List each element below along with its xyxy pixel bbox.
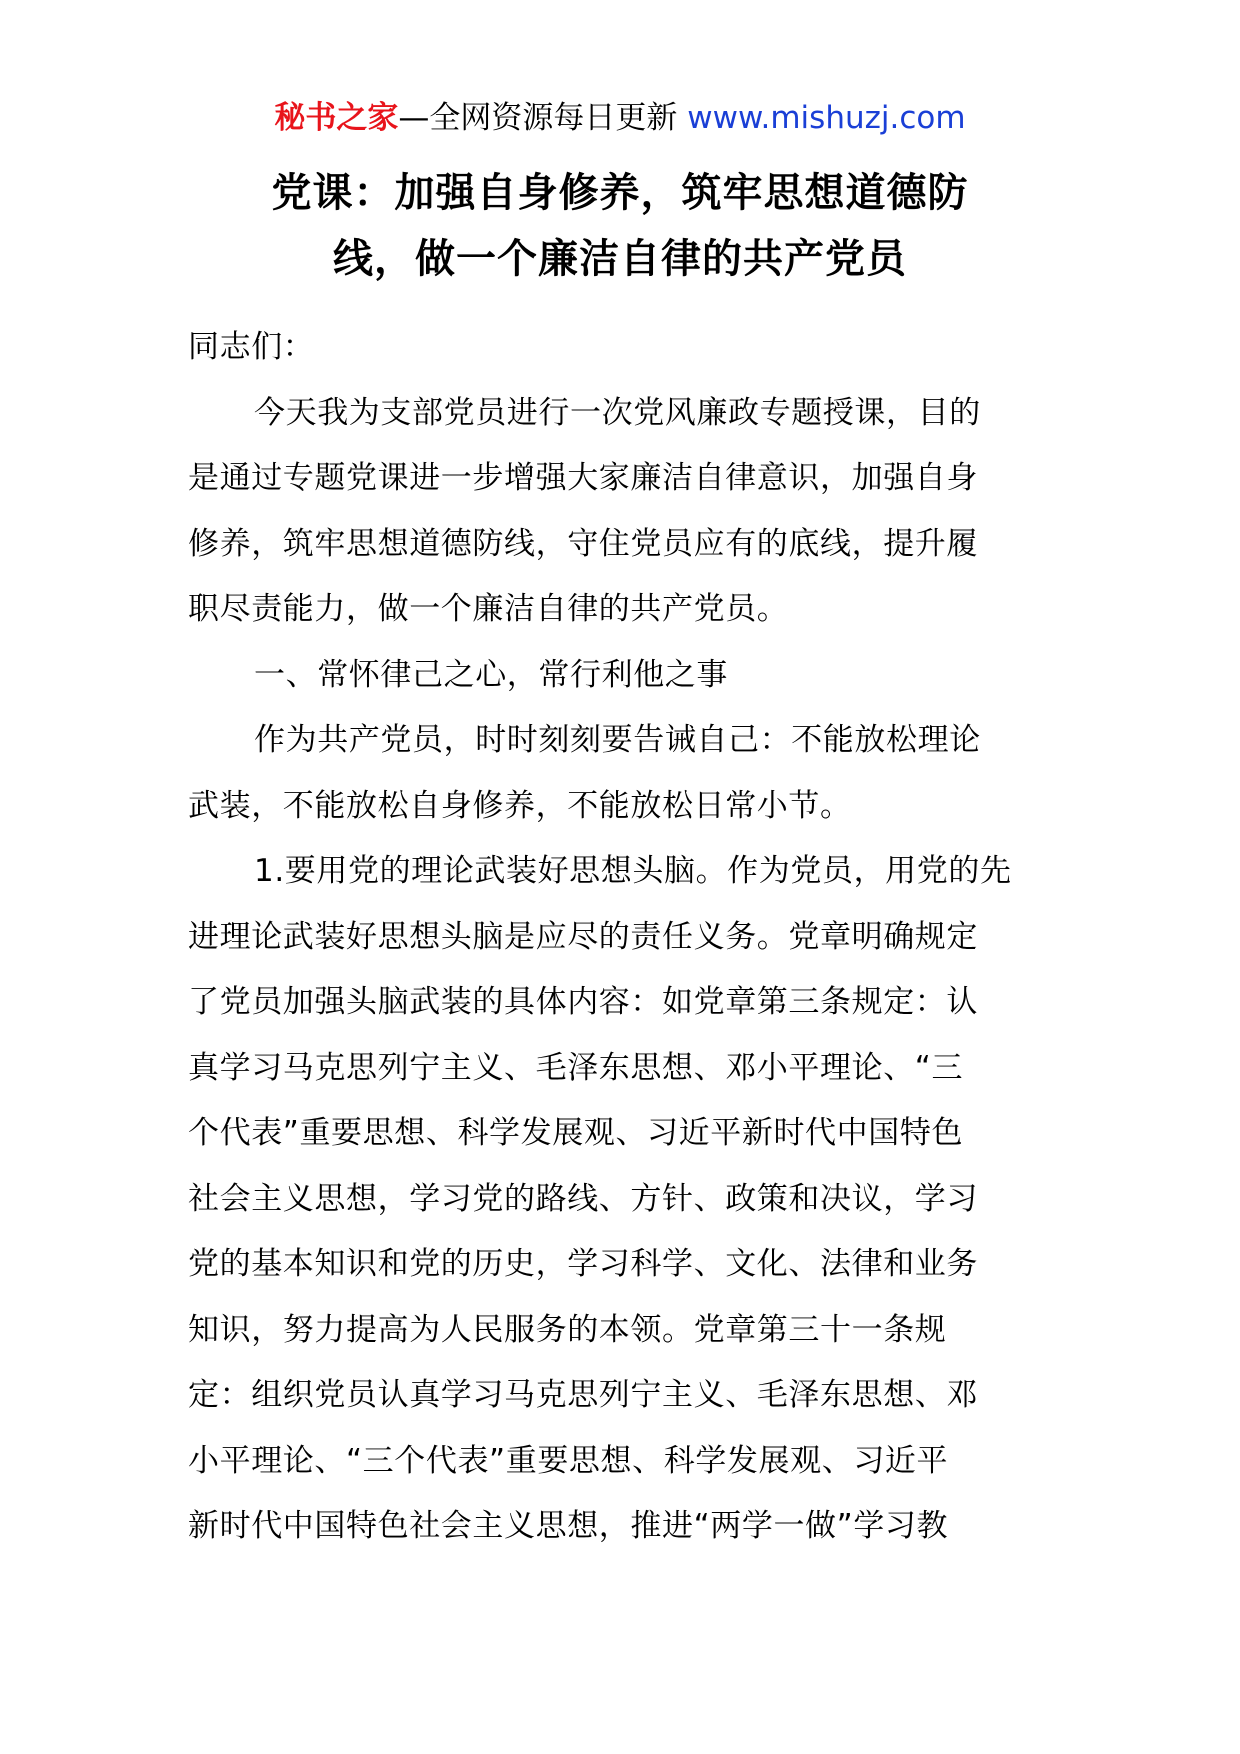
paragraph-line: 今天我为支部党员进行一次党风廉政专题授课，目的 (254, 394, 981, 431)
paragraph-line: 了党员加强头脑武装的具体内容：如党章第三条规定：认 (188, 984, 978, 1020)
paragraph-line: 1.要用党的理论武装好思想头脑。作为党员，用党的先 (254, 853, 1012, 889)
paragraph-line: 进理论武装好思想头脑是应尽的责任义务。党章明确规定 (188, 918, 978, 955)
paragraph-line: 社会主义思想，学习党的路线、方针、政策和决议，学习 (188, 1180, 978, 1217)
banner-dash: — (398, 100, 430, 136)
site-banner (0, 98, 1240, 138)
section-heading: 一、常怀律己之心，常行利他之事 (254, 656, 728, 693)
title-line-2: 线，做一个廉洁自律的共产党员 (333, 236, 907, 282)
paragraph-line: 定：组织党员认真学习马克思列宁主义、毛泽东思想、邓 (188, 1377, 978, 1413)
paragraph-line: 知识，努力提高为人民服务的本领。党章第三十一条规 (188, 1311, 947, 1348)
site-slogan: 全网资源每日更新 (429, 100, 678, 136)
paragraph-line: 职尽责能力，做一个廉洁自律的共产党员。 (188, 591, 789, 627)
site-brand: 秘书之家 (274, 100, 399, 136)
title-line-1: 党课：加强自身修养，筑牢思想道德防 (271, 170, 969, 216)
document-body (188, 315, 1058, 1560)
paragraph-line: 真学习马克思列宁主义、毛泽东思想、邓小平理论、“三 (188, 1049, 964, 1086)
salutation: 同志们： (188, 329, 315, 365)
paragraph-line: 个代表”重要思想、科学发展观、习近平新时代中国特色 (188, 1115, 964, 1151)
paragraph-line: 新时代中国特色社会主义思想，推进“两学一做”学习教 (188, 1508, 949, 1544)
paragraph-line: 小平理论、“三个代表”重要思想、科学发展观、习近平 (188, 1442, 949, 1479)
paragraph-line: 修养，筑牢思想道德防线，守住党员应有的底线，提升履 (188, 525, 978, 562)
document-title (160, 160, 1080, 292)
paragraph-line: 作为共产党员，时时刻刻要告诫自己：不能放松理论 (254, 722, 981, 758)
paragraph-line: 武装，不能放松自身修养，不能放松日常小节。 (188, 787, 852, 824)
paragraph-line: 是通过专题党课进一步增强大家廉洁自律意识，加强自身 (188, 460, 978, 496)
site-url-link[interactable]: www.mishuzj.com (687, 100, 966, 136)
paragraph-line: 党的基本知识和党的历史，学习科学、文化、法律和业务 (188, 1246, 978, 1282)
